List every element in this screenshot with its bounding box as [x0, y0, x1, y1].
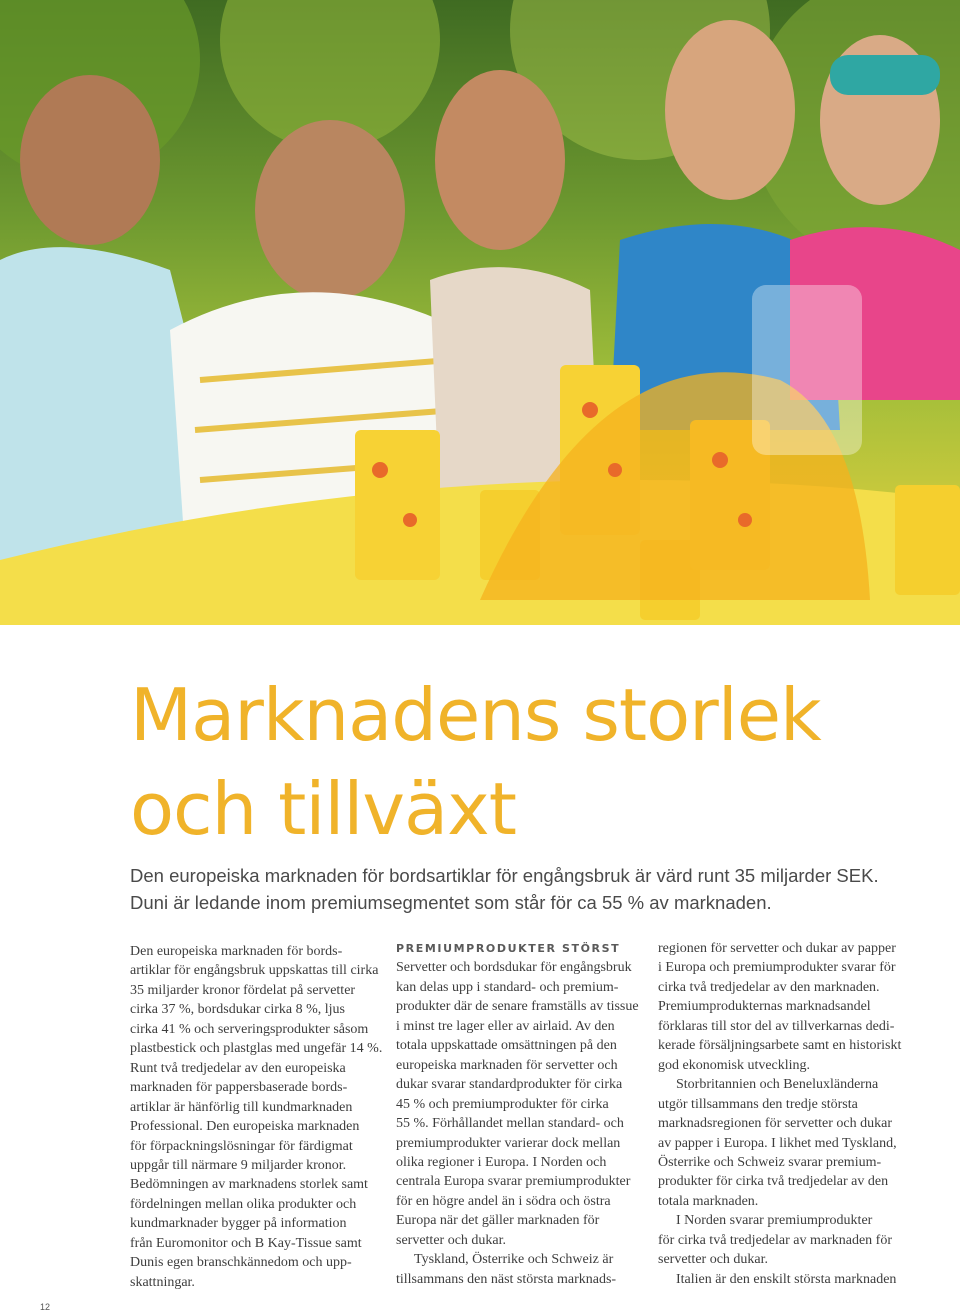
lead-line-1: Den europeiska marknaden för bordsartiklar för engångsbruk är värd runt 35 miljarder SEK. — [130, 865, 879, 886]
text-line: kan delas upp i standard- och premium- — [396, 979, 619, 995]
body-column-2 — [396, 939, 658, 1289]
text-line: produkter där de senare framställs av tissue — [396, 999, 639, 1015]
lead-line-2: Duni är ledande inom premiumsegmentet som står för ca 55 % av marknaden. — [130, 892, 772, 913]
text-line: cirka 41 % och serveringsprodukter såsom — [130, 1021, 369, 1037]
text-line: tillsammans den näst största marknads- — [396, 1271, 617, 1287]
body-column-1 — [130, 942, 392, 1292]
text-line: centrala Europa svarar premiumprodukter — [396, 1174, 631, 1190]
text-line: uppgår till närmare 9 miljarder kronor. — [130, 1157, 347, 1173]
text-line: I Norden svarar premiumprodukter — [676, 1213, 873, 1229]
text-line: plastbestick och plastglas med ungefär 14 %. — [130, 1041, 383, 1057]
text-line: för cirka två tredjedelar av marknaden för — [658, 1232, 892, 1248]
text-line: 55 %. Förhållandet mellan standard- och — [396, 1116, 624, 1132]
text-line: produkter för cirka två tredjedelar av den — [658, 1174, 889, 1190]
text-line: kerade försäljningsarbete samt en historiskt — [658, 1038, 902, 1054]
text-line: europeiska marknaden för servetter och — [396, 1057, 618, 1073]
text-line: Europa när det gäller marknaden för — [396, 1213, 600, 1229]
text-line: från Euromonitor och B Kay-Tissue samt — [130, 1235, 362, 1251]
text-line: servetter och dukar. — [396, 1232, 507, 1248]
text-line: Runt två tredjedelar av den europeiska — [130, 1060, 346, 1076]
text-line: Den europeiska marknaden för bords- — [130, 944, 343, 959]
text-line: 35 miljarder kronor fördelat på servetter — [130, 982, 356, 998]
text-line: 45 % och premiumprodukter för cirka — [396, 1096, 609, 1112]
text-line: Servetter och bordsdukar för engångsbruk — [396, 960, 632, 976]
page-title — [130, 668, 930, 856]
page-number: 12 — [40, 1302, 51, 1312]
text-line: för en högre andel än i södra och östra — [396, 1193, 611, 1209]
text-line: i minst tre lager eller av airlaid. Av den — [396, 1018, 615, 1034]
text-line: förklaras till stor del av tillverkarnas dedi- — [658, 1018, 895, 1034]
text-line: cirka två tredjedelar av den marknaden. — [658, 979, 880, 995]
body-column-3 — [658, 939, 920, 1289]
photo-illustration — [0, 0, 960, 625]
text-line: artiklar för engångsbruk uppskattas till cirka — [130, 963, 379, 979]
text-line: totala uppskattade omsättningen på den — [396, 1038, 617, 1054]
text-line: Dunis egen branschkännedom och upp- — [130, 1255, 352, 1271]
text-line: regionen för servetter och dukar av papper — [658, 941, 896, 956]
text-line: fördelningen mellan olika produkter och — [130, 1196, 357, 1212]
text-line: för förpackningslösningar för färdigmat — [130, 1138, 353, 1154]
text-line: olika regioner i Europa. I Norden och — [396, 1154, 607, 1170]
text-line: i Europa och premiumprodukter svarar för — [658, 960, 896, 976]
text-line: Premiumprodukternas marknadsandel — [658, 999, 871, 1015]
text-line: cirka 37 %, bordsdukar cirka 8 %, ljus — [130, 1002, 345, 1018]
lead-paragraph — [130, 862, 940, 916]
text-line: premiumprodukter varierar dock mellan — [396, 1135, 621, 1151]
title-line-2: och tillväxt — [130, 767, 516, 851]
text-line: servetter och dukar. — [658, 1252, 769, 1268]
text-line: Professional. Den europeiska marknaden — [130, 1119, 360, 1135]
text-line: artiklar är hänförlig till kundmarknaden — [130, 1099, 353, 1115]
section-heading: PREMIUMPRODUKTER STÖRST — [396, 942, 621, 955]
text-line: kundmarknader bygger på information — [130, 1216, 347, 1232]
text-line: marknadsregionen för servetter och dukar — [658, 1116, 893, 1132]
text-line: Italien är den enskilt största marknaden — [676, 1271, 897, 1287]
text-line: Tyskland, Österrike och Schweiz är — [414, 1252, 614, 1268]
text-line: Bedömningen av marknadens storlek samt — [130, 1177, 368, 1193]
hero-photo — [0, 0, 960, 625]
text-line: Storbritannien och Beneluxländerna — [676, 1077, 879, 1093]
text-line: marknaden för pappersbaserade bords- — [130, 1080, 348, 1096]
text-line: av papper i Europa. I likhet med Tyskland, — [658, 1135, 897, 1151]
text-line: Österrike och Schweiz svarar premium- — [658, 1154, 882, 1170]
text-line: dukar svarar standardprodukter för cirka — [396, 1077, 623, 1093]
text-line: god ekonomisk utveckling. — [658, 1057, 811, 1073]
text-line: utgör tillsammans den tredje största — [658, 1096, 858, 1112]
text-line: skattningar. — [130, 1274, 195, 1290]
text-line: totala marknaden. — [658, 1193, 759, 1209]
title-line-1: Marknadens storlek — [130, 673, 821, 757]
